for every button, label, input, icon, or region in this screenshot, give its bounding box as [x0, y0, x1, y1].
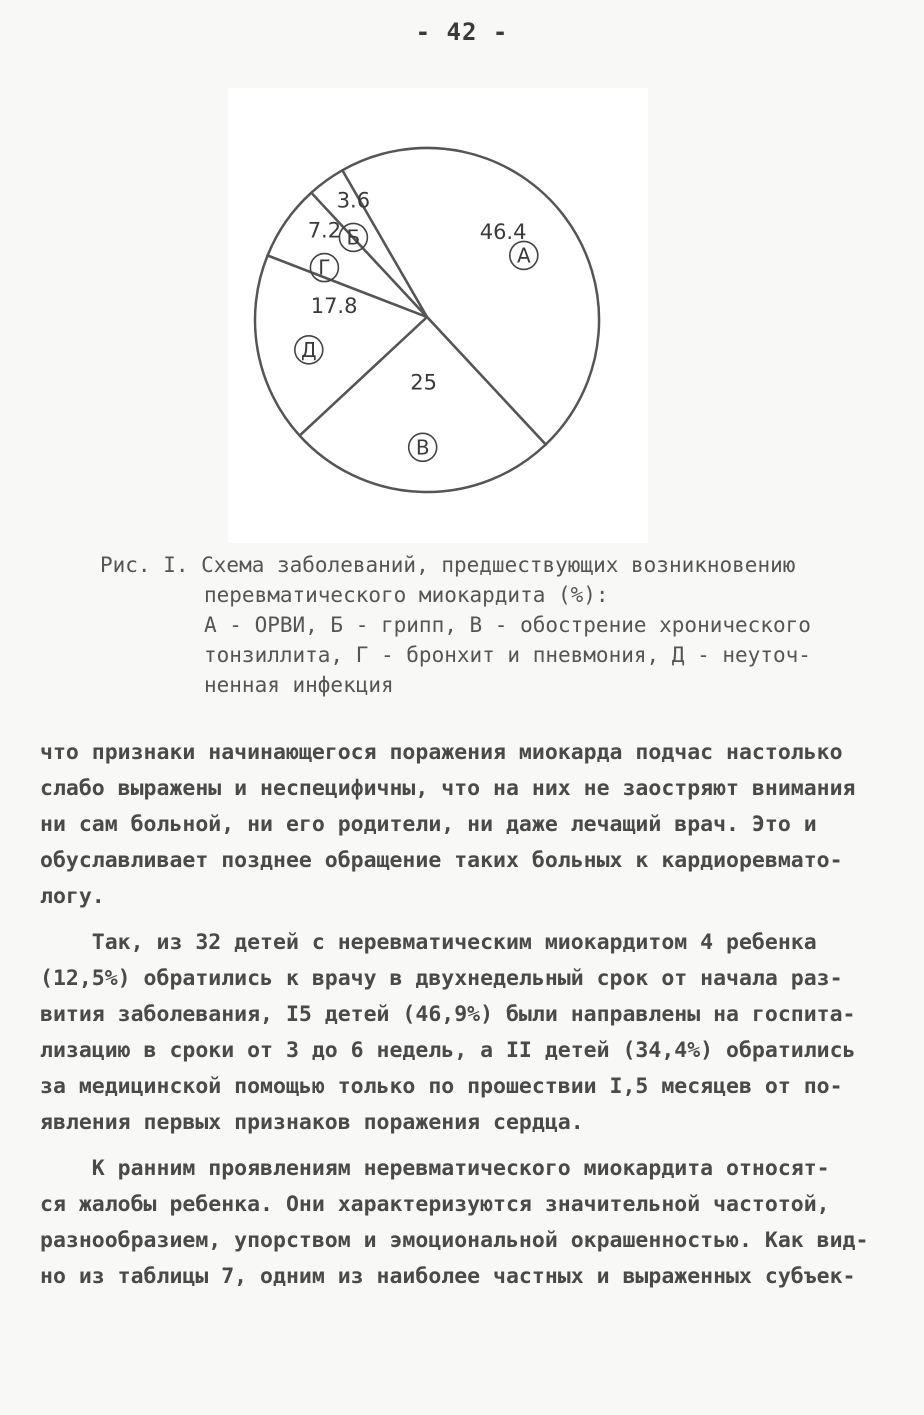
paragraph [40, 1151, 880, 1295]
slice-letter-label: Г [318, 255, 331, 280]
page-number: - 42 - [415, 18, 509, 46]
body-text [40, 735, 880, 1295]
text-line: К ранним проявлениям неревматического миокардита относят- [40, 1156, 830, 1181]
slice-letter-label: Б [346, 225, 361, 250]
text-line: (12,5%) обратились к врачу в двухнедельный срок от начала раз- [40, 966, 843, 991]
pie-chart [228, 88, 648, 543]
paragraph [40, 925, 880, 1141]
text-line: что признаки начинающегося поражения миокарда подчас настолько [40, 740, 843, 765]
text-line: лизацию в сроки от 3 до 6 недель, а II детей (34,4%) обратились [40, 1038, 856, 1063]
paragraph [40, 735, 880, 915]
text-line: разнообразием, упорством и эмоциональной окрашенностью. Как вид- [40, 1228, 869, 1253]
text-line: ся жалобы ребенка. Они характеризуются значительной частотой, [40, 1192, 830, 1217]
caption-line: Рис. I. Схема заболеваний, предшествующих возникновению [100, 553, 796, 577]
slice-value-label: 3.6 [336, 188, 371, 213]
figure-caption [100, 550, 880, 700]
text-line: вития заболевания, I5 детей (46,9%) были направлены на госпита- [40, 1002, 856, 1027]
text-line: явления первых признаков поражения сердца. [40, 1110, 584, 1135]
figure-panel [228, 88, 648, 543]
slice-value-label: 17.8 [310, 293, 358, 318]
caption-line: тонзиллита, Г - бронхит и пневмония, Д - неуточ- [204, 643, 811, 667]
text-line: логу. [40, 884, 105, 909]
text-line: ни сам больной, ни его родители, ни даже лечащий врач. Это и [40, 812, 817, 837]
text-line: Так, из 32 детей с неревматическим миокардитом 4 ребенка [40, 930, 817, 955]
caption-line: ненная инфекция [204, 673, 394, 697]
slice-value-label: 7.2 [307, 218, 342, 243]
slice-value-label: 25 [410, 370, 437, 395]
slice-letter-label: Д [300, 337, 317, 362]
text-line: но из таблицы 7, одним из наиболее частных и выраженных субъек- [40, 1264, 856, 1289]
slice-letter-label: В [415, 435, 430, 460]
slice-value-label: 46.4 [479, 219, 527, 244]
text-line: за медицинской помощью только по прошествии I,5 месяцев от по- [40, 1074, 843, 1099]
caption-line: А - ОРВИ, Б - грипп, В - обострение хронического [204, 613, 811, 637]
text-line: слабо выражены и неспецифичны, что на них не заостряют внимания [40, 776, 856, 801]
slice-letter-label: А [516, 243, 531, 268]
text-line: обуславливает позднее обращение таких больных к кардиоревмато- [40, 848, 843, 873]
caption-line: перевматического миокардита (%): [204, 583, 609, 607]
